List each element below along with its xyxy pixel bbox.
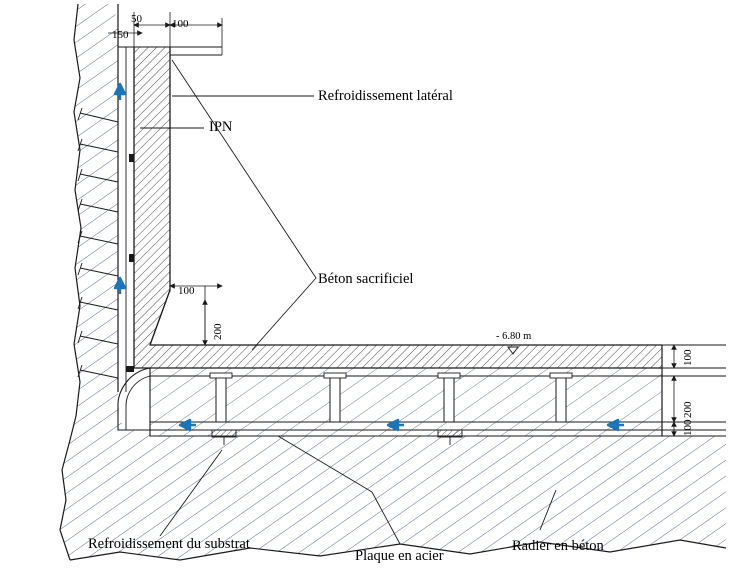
dim-label-100-top: 100 (172, 18, 189, 30)
label-ipn: IPN (209, 119, 233, 135)
label-substrate-cooling: Refroidissement du substrat (88, 536, 250, 552)
steel-plate-divider (330, 376, 340, 422)
leader-sacrificial-concrete-2 (252, 278, 316, 350)
plate-flange (438, 373, 460, 378)
raft-left-curve-inner (126, 376, 150, 430)
dim-label-200-mid: 200 (212, 323, 224, 340)
dim-label-100-mid: 100 (178, 285, 195, 297)
plate-flange (210, 373, 232, 378)
dim-label-150: 150 (112, 29, 129, 41)
wall-cooling-circuit (126, 47, 134, 392)
label-sacrificial-concrete: Béton sacrificiel (318, 271, 414, 287)
dim-label-100-right-top: 100 (682, 349, 694, 366)
label-lateral-cooling: Refroidissement latéral (318, 88, 453, 104)
steel-plate-divider (216, 376, 226, 422)
leader-sacrificial-concrete (172, 60, 316, 278)
plate-flange (550, 373, 572, 378)
wall-pipe-clamp (129, 154, 134, 162)
dim-label-200-right: 200 (682, 401, 694, 418)
plate-flange (324, 373, 346, 378)
label-steel-plate: Plaque en acier (355, 548, 444, 564)
steel-plate-divider (556, 376, 566, 422)
label-concrete-raft: Radier en béton (512, 538, 604, 554)
steel-plate-divider (444, 376, 454, 422)
level-mark-label: - 6.80 m (496, 331, 532, 342)
dim-label-50: 50 (131, 13, 142, 25)
dim-label-100-right-bottom: 100 (682, 419, 694, 436)
wall-pipe-clamp (129, 254, 134, 262)
wall-pipe-clamp (126, 366, 134, 372)
